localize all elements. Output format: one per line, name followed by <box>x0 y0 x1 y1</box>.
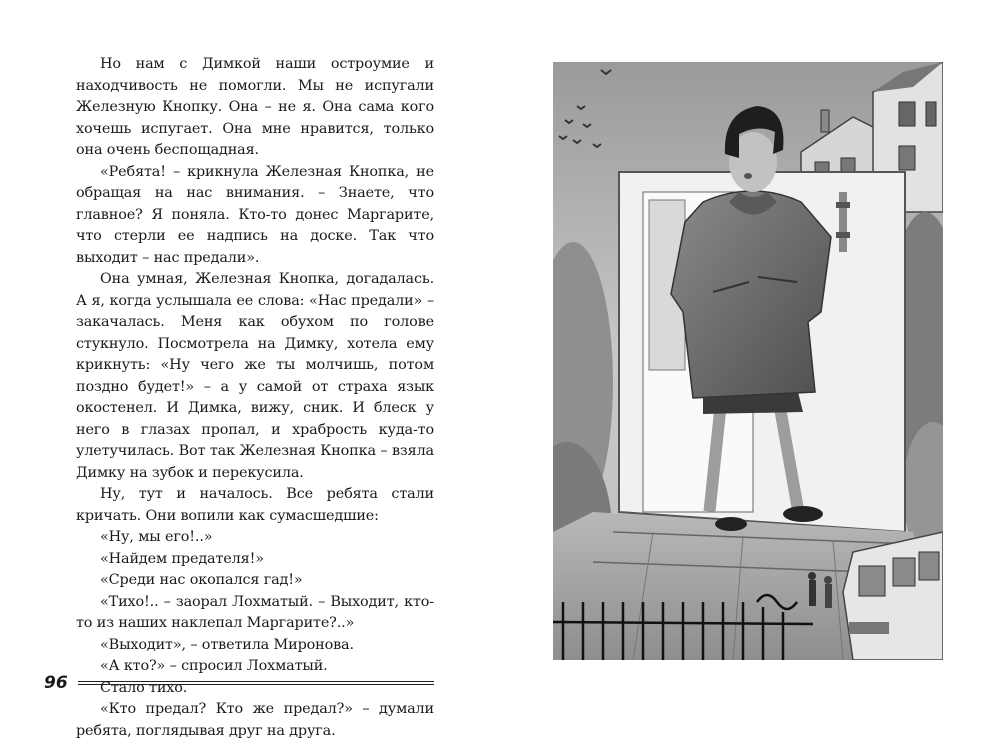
page-footer <box>44 672 436 694</box>
paragraph: Стало тихо. <box>100 679 188 696</box>
paragraph: «Ребята! – крикнула Железная Кнопка, не обращая на нас внимания. – Знаете, что главное? Я поняла. Кто-то донес Маргарите, что стерли ее надпись на доске. Так что выходит – нас предали». <box>76 163 434 266</box>
paragraph: Она умная, Железная Кнопка, догадалась. А я, когда услышала ее слова: «Нас предали» – закачалась. Меня как обухом по голове стукнуло. Посмотрела на Димку, хотела ему крикнуть: «Ну чего же ты молчишь, потом поздно будет!» – а у самой от страха язык окостенел. И Димка, вижу, сник. И блеск у него в глазах пропал, и храбрость куда-то улетучилась. Вот так Железная Кнопка – взяла Димку на зубок и перекусила. <box>76 271 434 481</box>
text-column <box>76 54 434 742</box>
page-number: 96 <box>44 673 68 693</box>
paragraph: «Тихо!.. – заорал Лохматый. – Выходит, кто-то из наших наклепал Маргарите?..» <box>76 593 434 631</box>
paragraph: «Выходит», – ответила Миронова. <box>100 636 354 653</box>
paragraph: «Найдем предателя!» <box>100 550 264 567</box>
body-text <box>76 54 434 742</box>
paragraph: «Среди нас окопался гад!» <box>100 572 303 588</box>
footer-rule <box>78 681 434 685</box>
paragraph: «А кто?» – спросил Лохматый. <box>100 658 328 674</box>
paragraph: «Кто предал? Кто же предал?» – думали ребята, поглядывая друг на друга. <box>76 701 434 739</box>
bus <box>843 532 943 660</box>
paragraph: Но нам с Димкой наши остроумие и находчивость не помогли. Мы не испугали Железную Кнопку. Она – не я. Она сама кого хочешь испугает. Она мне нравится, только она очень беспощадная. <box>76 56 434 158</box>
paragraph: Ну, тут и началось. Все ребята стали кричать. Они вопили как сумасшедшие: <box>76 486 434 524</box>
paragraph: «Ну, мы его!..» <box>100 529 213 545</box>
illustration-drawing <box>553 62 943 660</box>
illustration <box>553 62 943 660</box>
